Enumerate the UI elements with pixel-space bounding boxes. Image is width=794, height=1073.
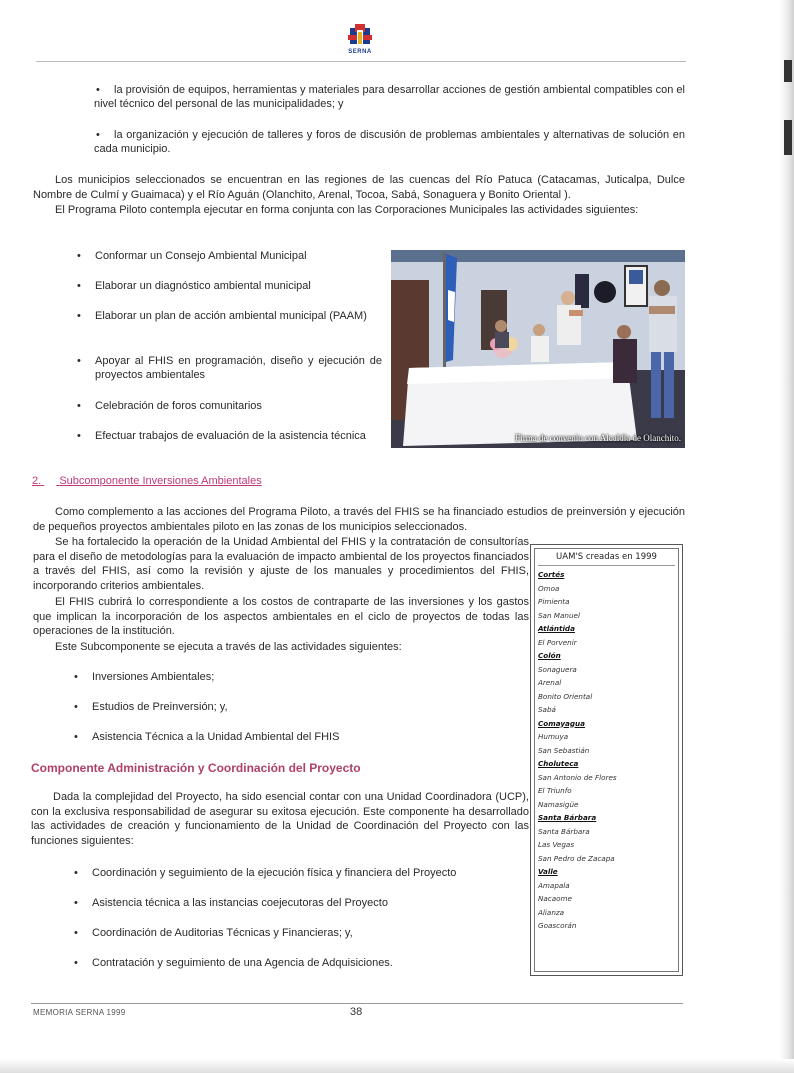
serna-logo bbox=[342, 24, 378, 55]
uam-department: Santa Bárbara bbox=[538, 813, 597, 822]
activity-item: • Apoyar al FHIS en programación, diseño y ejecución de proyectos ambientales bbox=[95, 354, 382, 382]
subcomponent-bullet: • Estudios de Preinversión; y, bbox=[92, 700, 512, 714]
subcomponent-paragraph: Como complemento a las acciones del Programa Piloto, a través del FHIS se ha financiado estudios de preinversión y ejecución de pequeños proyectos ambientales piloto en las zonas de los municipios seleccionados. bbox=[33, 506, 685, 533]
activity-item: • Efectuar trabajos de evaluación de la asistencia técnica bbox=[95, 429, 382, 443]
uam-municipality: El Triunfo bbox=[538, 786, 572, 795]
uam-department: Cortés bbox=[538, 570, 565, 579]
municipios-paragraph: Los municipios seleccionados se encuentran en las regiones de las cuencas del Río Patuca (Catacamas, Juticalpa, Dulce Nombre de Culmí y Guaimaca) y el Río Aguán (Olanchito, Arenal, Tocoa, Sabá, Sonaguera y Bonito Oriental ). bbox=[33, 174, 685, 201]
uam-municipality: San Pedro de Zacapa bbox=[538, 853, 615, 863]
uam-department: Choluteca bbox=[538, 759, 579, 768]
activity-item: • Conformar un Consejo Ambiental Municipal bbox=[95, 249, 382, 263]
subcomponent-title: Subcomponente Inversiones Ambientales bbox=[59, 475, 262, 487]
uam-municipality: Alianza bbox=[538, 907, 565, 917]
subcomponent-paragraph: El FHIS cubrirá lo correspondiente a los costos de contraparte de las inversiones y los gastos que implican la incorporación de los aspectos ambientales en el ciclo de proyectos de todas las operaciones de la institución. bbox=[33, 596, 529, 638]
uam-department: Atlántida bbox=[538, 624, 575, 633]
activity-item: • Elaborar un plan de acción ambiental municipal (PAAM) bbox=[95, 309, 382, 323]
page-number: 38 bbox=[350, 1006, 363, 1018]
footer-rule bbox=[31, 1003, 683, 1004]
uam-department: Comayagua bbox=[538, 718, 585, 728]
uam-box-title: UAM'S creadas en 1999 bbox=[538, 551, 675, 566]
uam-municipality: Namasigüe bbox=[538, 799, 579, 809]
subcomponent-bullet: • Asistencia Técnica a la Unidad Ambiental del FHIS bbox=[92, 730, 512, 744]
subcomponent-bullet: • Inversiones Ambientales; bbox=[92, 670, 512, 684]
component-heading: Componente Administración y Coordinación del Proyecto bbox=[31, 761, 361, 775]
component-paragraph: Dada la complejidad del Proyecto, ha sido esencial contar con una Unidad Coordinadora (UCP), con la exclusiva responsabilidad de asegurar su exitosa ejecución. Este componente ha desarrollado las actividades de creación y funcionamiento de la Unidad de Coordinación del Proyecto con las funciones siguientes: bbox=[31, 791, 529, 847]
uam-municipality: Sabá bbox=[538, 705, 556, 714]
uam-department: Colón bbox=[538, 651, 561, 660]
signing-photo bbox=[391, 250, 685, 448]
page-edge-shadow bbox=[780, 0, 794, 1073]
subcomponent-heading bbox=[32, 475, 262, 487]
uam-list bbox=[538, 568, 675, 933]
uam-municipality: Goascorán bbox=[538, 921, 577, 930]
scan-mark bbox=[784, 120, 792, 155]
uam-municipality: San Sebastián bbox=[538, 745, 590, 755]
component-bullet: • Coordinación de Auditorias Técnicas y Financieras; y, bbox=[92, 926, 512, 940]
uam-municipality: San Antonio de Flores bbox=[538, 772, 617, 782]
activity-item: • Elaborar un diagnóstico ambiental municipal bbox=[95, 279, 382, 293]
activity-item: • Celebración de foros comunitarios bbox=[95, 399, 382, 413]
uam-sidebar-box bbox=[530, 544, 683, 976]
uam-municipality: Sonaguera bbox=[538, 664, 577, 674]
component-bullet: • Asistencia técnica a las instancias coejecutoras del Proyecto bbox=[92, 896, 512, 910]
header-rule bbox=[36, 61, 686, 62]
uam-municipality: Las Vegas bbox=[538, 840, 575, 849]
photo-caption: Firma de convenio con Alcaldía de Olanchito. bbox=[515, 433, 681, 443]
uam-municipality: Santa Bárbara bbox=[538, 826, 590, 836]
uam-municipality: Bonito Oriental bbox=[538, 691, 593, 701]
bullet-provision: • la provisión de equipos, herramientas y materiales para desarrollar acciones de gestión ambiental compatibles con el nivel técnico del personal de las municipalidades; y bbox=[94, 83, 685, 111]
bullet-organizacion: • la organización y ejecución de talleres y foros de discusión de problemas ambientales y alternativas de solución en cada municipio. bbox=[94, 128, 685, 156]
subcomponent-paragraph: Este Subcomponente se ejecuta a través de las actividades siguientes: bbox=[55, 641, 402, 653]
uam-municipality: Humuya bbox=[538, 732, 569, 741]
uam-municipality: Omoa bbox=[538, 583, 560, 593]
uam-department: Valle bbox=[538, 867, 558, 876]
page-edge-shadow bbox=[0, 1059, 794, 1073]
uam-municipality: Arenal bbox=[538, 678, 562, 687]
uam-municipality: Amapala bbox=[538, 880, 570, 890]
uam-municipality: Pimienta bbox=[538, 597, 570, 606]
uam-municipality: Nacaome bbox=[538, 894, 572, 903]
uam-municipality: San Manuel bbox=[538, 610, 580, 620]
uam-municipality: El Porvenir bbox=[538, 637, 577, 647]
component-bullet: • Contratación y seguimiento de una Agencia de Adquisiciones. bbox=[92, 956, 512, 970]
footer-publication: MEMORIA SERNA 1999 bbox=[33, 1008, 126, 1017]
programa-piloto-paragraph: El Programa Piloto contempla ejecutar en forma conjunta con las Corporaciones Municipales las actividades siguientes: bbox=[55, 204, 639, 216]
subcomponent-number: 2. bbox=[32, 475, 42, 487]
component-bullet: • Coordinación y seguimiento de la ejecución física y financiera del Proyecto bbox=[92, 866, 512, 880]
scan-mark bbox=[784, 60, 792, 82]
logo-text: SERNA bbox=[348, 49, 372, 55]
subcomponent-paragraph: Se ha fortalecido la operación de la Unidad Ambiental del FHIS y la contratación de consultorías para el diseño de metodologías para la evaluación de impacto ambiental de los proyectos financiados a través del FHIS, así como la revisión y ajuste de los manuales y procedimientos del FHIS, incorporando criterios ambientales. bbox=[33, 536, 529, 592]
